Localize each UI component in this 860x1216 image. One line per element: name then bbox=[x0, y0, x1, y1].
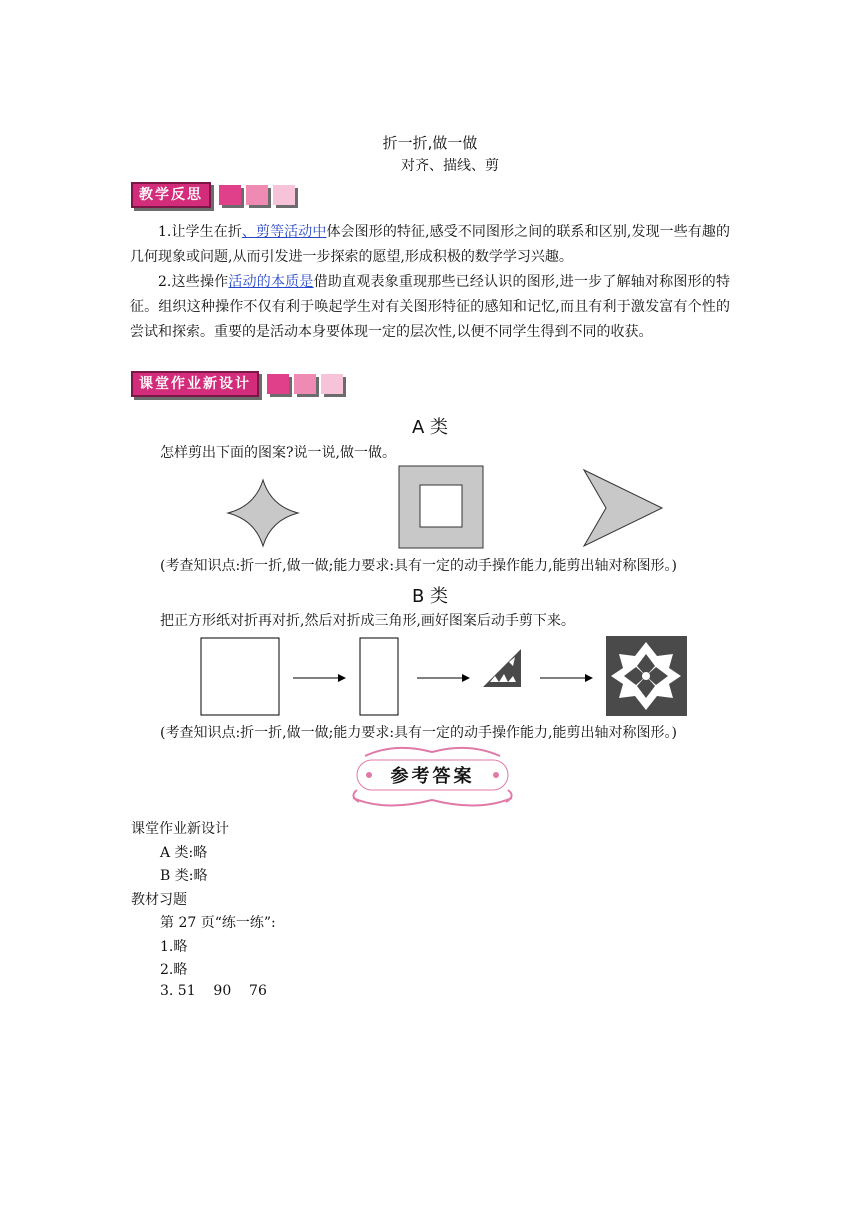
reflection-paragraph-2 bbox=[130, 270, 730, 345]
answers-heading-2: 教材习题 bbox=[131, 892, 187, 908]
para-text: 这些操作 bbox=[171, 274, 229, 290]
answer-page-ref: 第 27 页“练一练”: bbox=[160, 915, 276, 931]
class-b-heading: B 类 bbox=[411, 586, 449, 607]
reflection-banner-label: 教学反思 bbox=[131, 182, 211, 208]
banner-square bbox=[294, 374, 316, 394]
answer-3: 3. 51 90 76 bbox=[160, 983, 267, 999]
page-title: 折一折,做一做 bbox=[382, 134, 478, 152]
square-frame-figure bbox=[398, 465, 484, 549]
para-text: 让学生在折 bbox=[171, 224, 242, 240]
class-b-note: (考查知识点:折一折,做一做;能力要求:具有一定的动手操作能力,能剪出轴对称图形。) bbox=[160, 725, 677, 741]
answer-a: A 类:略 bbox=[160, 845, 208, 861]
homework-banner bbox=[131, 372, 343, 396]
folding-sequence-figure bbox=[195, 632, 695, 722]
homework-banner-label: 课堂作业新设计 bbox=[131, 371, 259, 397]
answer-2: 2.略 bbox=[160, 962, 188, 978]
arrowhead-figure bbox=[582, 468, 664, 548]
page-subtitle: 对齐、描线、剪 bbox=[401, 158, 499, 174]
answer-1: 1.略 bbox=[160, 939, 188, 955]
snowflake-cutout bbox=[606, 636, 687, 716]
class-a-heading: A 类 bbox=[411, 417, 449, 438]
para-text: 借助直观表象重现那些已经认识的图形,进一步了解轴对称图形的特征。组织这种操作不仅有利于唤起学生对有关图形特征的感知和记忆,而且有利于激发富有个性的尝试和探索。重要的是活动本身要体现一定的层次性,以便不同学生得到不同的收获。 bbox=[130, 274, 731, 340]
banner-square bbox=[321, 374, 343, 394]
para-text: 体会图形的特征,感受不同图形之间的联系和区别,发现一些有趣的几何现象或问题,从而引发进一步探索的愿望,形成积极的数学学习兴趣。 bbox=[130, 224, 730, 265]
reflection-paragraph-1 bbox=[130, 220, 730, 270]
banner-square bbox=[273, 185, 295, 205]
para-number: 2. bbox=[158, 274, 172, 290]
inline-link[interactable]: 活动的本质是 bbox=[228, 274, 314, 290]
reflection-banner bbox=[131, 183, 295, 207]
answers-heading-1: 课堂作业新设计 bbox=[131, 821, 229, 837]
class-a-prompt: 怎样剪出下面的图案?说一说,做一做。 bbox=[160, 445, 396, 461]
inline-link[interactable]: 、剪等活动中 bbox=[241, 224, 327, 240]
folded-rectangle bbox=[360, 638, 398, 715]
banner-square bbox=[219, 185, 241, 205]
banner-square bbox=[267, 374, 289, 394]
answer-b: B 类:略 bbox=[160, 868, 208, 884]
answers-banner-label: 参考答案 bbox=[390, 766, 475, 787]
square-paper bbox=[201, 638, 279, 715]
para-number: 1. bbox=[158, 224, 172, 240]
banner-square bbox=[246, 185, 268, 205]
folded-triangle bbox=[483, 649, 521, 687]
class-a-note: (考查知识点:折一折,做一做;能力要求:具有一定的动手操作能力,能剪出轴对称图形。) bbox=[160, 558, 677, 574]
four-point-star-figure bbox=[226, 478, 300, 548]
class-b-prompt: 把正方形纸对折再对折,然后对折成三角形,画好图案后动手剪下来。 bbox=[160, 613, 575, 629]
